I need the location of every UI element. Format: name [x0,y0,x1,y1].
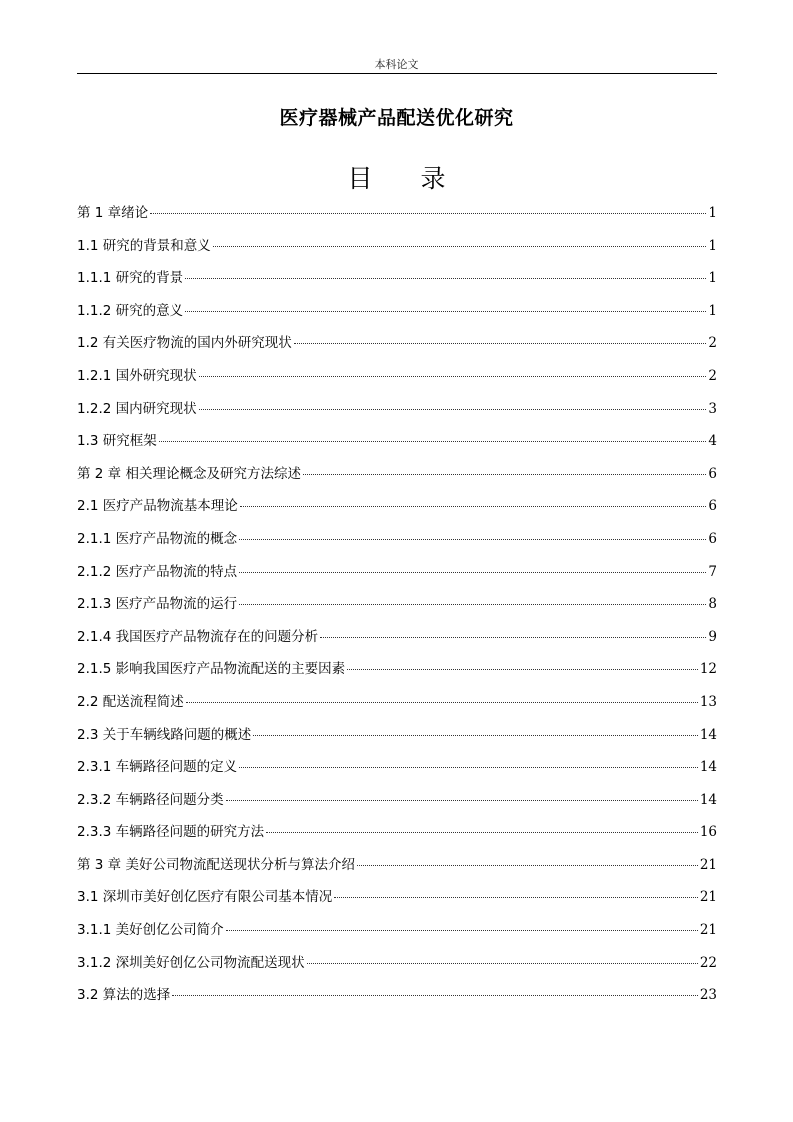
toc-entry-label: 2.3 关于车辆线路问题的概述 [77,726,252,743]
toc-entry[interactable] [77,723,717,756]
toc-entry-label: 第 3 章 美好公司物流配送现状分析与算法介绍 [77,856,355,873]
toc-entry[interactable] [77,951,717,984]
toc-entry-page-number: 6 [708,498,717,515]
toc-entry-page-number: 22 [699,954,717,971]
toc-dot-leader [186,702,698,703]
toc-dot-leader [347,669,698,670]
toc-entry[interactable] [77,429,717,462]
toc-entry-page-number: 21 [699,889,717,906]
toc-dot-leader [320,637,706,638]
toc-entry[interactable] [77,266,717,299]
toc-dot-leader [172,995,698,996]
toc-entry[interactable] [77,494,717,527]
toc-entry-page-number: 9 [708,628,717,645]
toc-entry[interactable] [77,592,717,625]
toc-entry-page-number: 1 [708,302,717,319]
toc-entry[interactable] [77,820,717,853]
toc-entry[interactable] [77,625,717,658]
toc-entry-page-number: 1 [708,237,717,254]
toc-entry[interactable] [77,527,717,560]
toc-dot-leader [150,213,706,214]
toc-dot-leader [159,441,707,442]
toc-entry-label: 2.3.2 车辆路径问题分类 [77,791,224,808]
toc-entry[interactable] [77,755,717,788]
toc-entry[interactable] [77,918,717,951]
toc-entry-page-number: 21 [699,856,717,873]
toc-entry-label: 2.1.2 医疗产品物流的特点 [77,563,238,580]
toc-entry-page-number: 6 [708,530,717,547]
toc-entry-label: 1.1.1 研究的背景 [77,270,184,287]
toc-entry-label: 1.1 研究的背景和意义 [77,237,211,254]
toc-entry[interactable] [77,657,717,690]
toc-entry-label: 第 1 章绪论 [77,205,149,221]
toc-dot-leader [239,604,706,605]
toc-entry[interactable] [77,201,717,234]
toc-entry-label: 第 2 章 相关理论概念及研究方法综述 [77,465,301,482]
toc-entry-page-number: 6 [708,465,717,482]
toc-entry-label: 1.3 研究框架 [77,433,157,450]
toc-entry[interactable] [77,690,717,723]
toc-entry-page-number: 23 [699,987,717,1004]
toc-entry-label: 2.1.4 我国医疗产品物流存在的问题分析 [77,628,319,645]
toc-dot-leader [357,865,698,866]
toc-dot-leader [199,409,707,410]
toc-dot-leader [334,897,698,898]
toc-entry-label: 2.3.1 车辆路径问题的定义 [77,759,238,776]
toc-entry-label: 3.2 算法的选择 [77,987,171,1004]
toc-entry[interactable] [77,983,717,1016]
toc-dot-leader [199,376,707,377]
toc-entry[interactable] [77,885,717,918]
toc-dot-leader [239,767,698,768]
toc-entry-page-number: 3 [708,400,717,417]
toc-dot-leader [185,278,706,279]
table-of-contents [77,201,717,1016]
toc-entry[interactable] [77,462,717,495]
document-title: 医疗器械产品配送优化研究 [279,107,514,129]
toc-entry-label: 1.2 有关医疗物流的国内外研究现状 [77,335,292,352]
toc-dot-leader [185,311,706,312]
toc-entry-label: 2.1.5 影响我国医疗产品物流配送的主要因素 [77,661,346,678]
toc-entry-page-number: 1 [708,270,717,287]
toc-entry-page-number: 21 [699,922,717,939]
header-rule [77,73,717,74]
toc-entry[interactable] [77,299,717,332]
toc-entry[interactable] [77,364,717,397]
toc-entry-page-number: 4 [708,433,717,450]
toc-entry-label: 2.1 医疗产品物流基本理论 [77,498,238,515]
toc-entry[interactable] [77,788,717,821]
toc-entry-label: 1.2.2 国内研究现状 [77,400,197,417]
toc-dot-leader [213,246,707,247]
toc-dot-leader [266,832,698,833]
toc-dot-leader [294,343,707,344]
toc-entry[interactable] [77,234,717,267]
toc-entry-label: 2.1.1 医疗产品物流的概念 [77,530,238,547]
toc-dot-leader [239,539,706,540]
toc-entry[interactable] [77,331,717,364]
toc-entry[interactable] [77,560,717,593]
toc-entry-page-number: 7 [708,563,717,580]
toc-entry-page-number: 16 [699,824,717,841]
toc-entry-label: 3.1 深圳市美好创亿医疗有限公司基本情况 [77,889,333,906]
toc-entry-page-number: 14 [699,791,717,808]
toc-entry-page-number: 14 [699,726,717,743]
toc-heading: 目 录 [347,164,466,193]
toc-entry-label: 1.2.1 国外研究现状 [77,367,197,384]
toc-entry-page-number: 14 [699,759,717,776]
toc-entry-label: 3.1.2 深圳美好创亿公司物流配送现状 [77,954,305,971]
toc-dot-leader [253,735,698,736]
toc-entry-label: 3.1.1 美好创亿公司简介 [77,922,224,939]
toc-entry-page-number: 1 [708,205,717,221]
toc-entry-label: 2.1.3 医疗产品物流的运行 [77,596,238,613]
toc-dot-leader [303,474,706,475]
toc-entry-label: 1.1.2 研究的意义 [77,302,184,319]
toc-entry-page-number: 8 [708,596,717,613]
toc-entry-page-number: 2 [708,335,717,352]
toc-dot-leader [307,963,698,964]
toc-entry[interactable] [77,853,717,886]
toc-entry-page-number: 12 [699,661,717,678]
toc-entry-page-number: 2 [708,367,717,384]
toc-dot-leader [239,572,706,573]
running-header: 本科论文 [374,58,419,71]
toc-dot-leader [226,930,698,931]
toc-entry-page-number: 13 [699,693,717,710]
toc-entry[interactable] [77,397,717,430]
toc-entry-label: 2.3.3 车辆路径问题的研究方法 [77,824,265,841]
toc-entry-label: 2.2 配送流程简述 [77,693,184,710]
toc-dot-leader [226,800,698,801]
toc-dot-leader [240,506,707,507]
